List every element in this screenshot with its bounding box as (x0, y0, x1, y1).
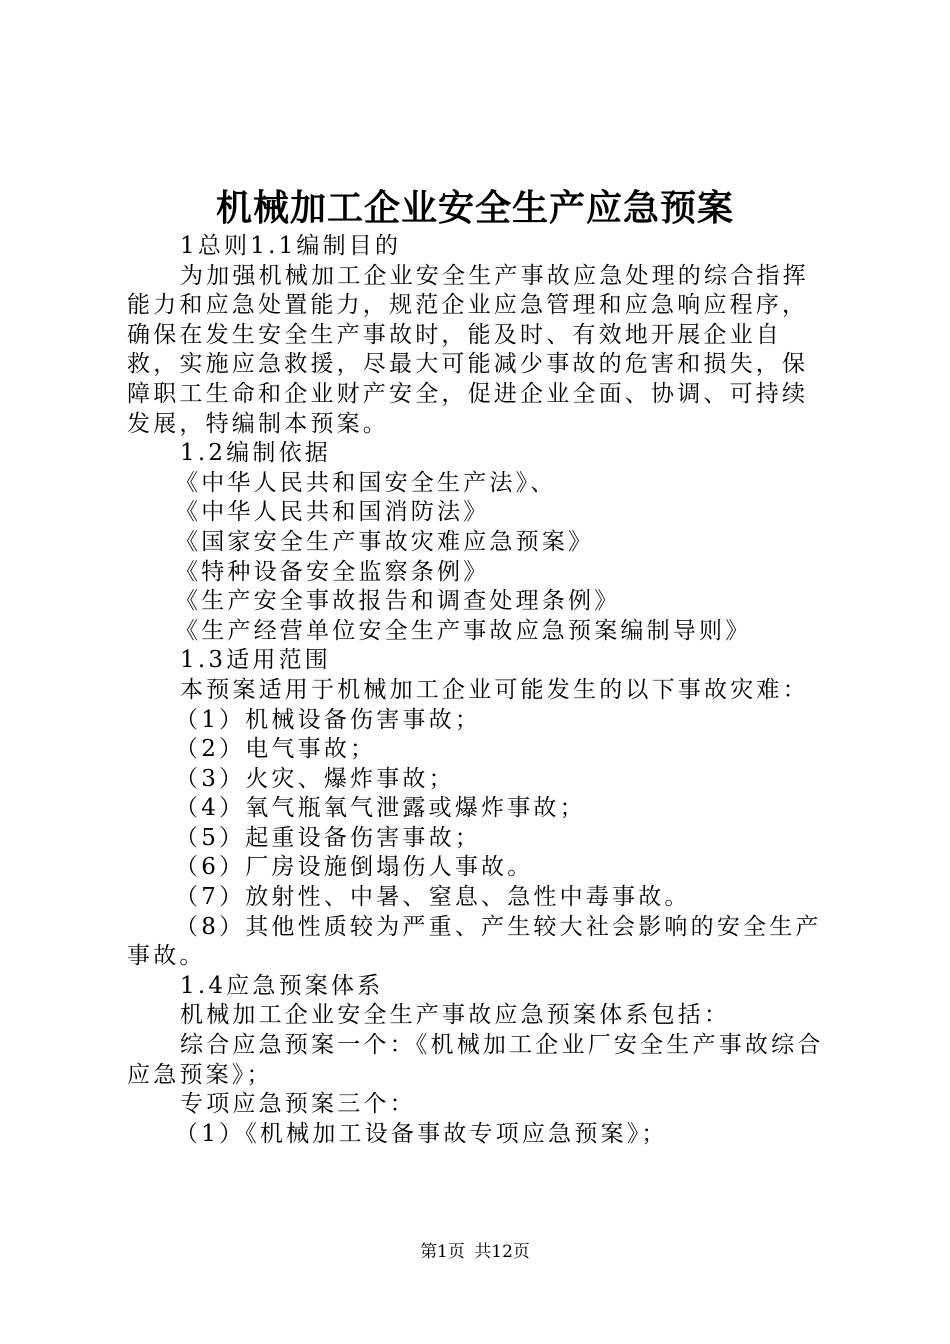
system-intro: 机械加工企业安全生产事故应急预案体系包括： (180, 1002, 731, 1029)
scope-item: （6）厂房设施倒塌伤人事故。 (175, 854, 534, 881)
document-title: 机械加工企业安全生产应急预案 (215, 187, 734, 229)
page-number: 第1页 (420, 1242, 465, 1262)
section-heading-1-4: 1.4应急预案体系 (180, 972, 384, 999)
basis-item: 《中华人民共和国消防法》 (175, 499, 490, 526)
basis-item: 《中华人民共和国安全生产法》、 (175, 469, 557, 496)
section-heading-1: 1总则1.1编制目的 (180, 233, 402, 259)
basis-item: 《生产经营单位安全生产事故应急预案编制导则》 (175, 617, 752, 644)
basis-item: 《国家安全生产事故灾难应急预案》 (175, 528, 595, 555)
scope-intro: 本预案适用于机械加工企业可能发生的以下事故灾难： (180, 676, 809, 703)
basis-item: 《特种设备安全监察条例》 (175, 558, 490, 585)
page-total: 共12页 (474, 1242, 530, 1262)
basis-item: 《生产安全事故报告和调查处理条例》 (175, 588, 621, 615)
scope-item: （3）火灾、爆炸事故； (175, 765, 455, 792)
document-body (127, 232, 832, 1149)
purpose-paragraph: 为加强机械加工企业安全生产事故应急处理的综合指挥能力和应急处置能力，规范企业应急管理和应急响应程序，确保在发生安全生产事故时，能及时、有效地开展企业自救，实施应急救援，尽最大可能减少事故的危害和损失，保障职工生命和企业财产安全，促进企业全面、协调、可持续发展，特编制本预案。 (127, 262, 809, 437)
page-footer (0, 1240, 950, 1264)
special-plan-item: （1）《机械加工设备事故专项应急预案》； (175, 1120, 668, 1147)
system-item: 专项应急预案三个： (180, 1091, 416, 1118)
scope-item: （8）其他性质较为严重、产生较大社会影响的安全生产事故。 (127, 913, 822, 970)
scope-item: （1）机械设备伤害事故； (175, 706, 482, 733)
scope-item: （2）电气事故； (175, 736, 377, 763)
scope-item: （7）放射性、中暑、窒息、急性中毒事故。 (175, 884, 691, 911)
section-heading-1-3: 1.3适用范围 (180, 647, 331, 674)
scope-item: （5）起重设备伤害事故； (175, 824, 482, 851)
system-item: 综合应急预案一个：《机械加工企业厂安全生产事故综合应急预案》； (127, 1032, 824, 1088)
section-heading-1-2: 1.2编制依据 (180, 440, 331, 467)
scope-item: （4）氧气瓶氧气泄露或爆炸事故； (175, 795, 586, 822)
